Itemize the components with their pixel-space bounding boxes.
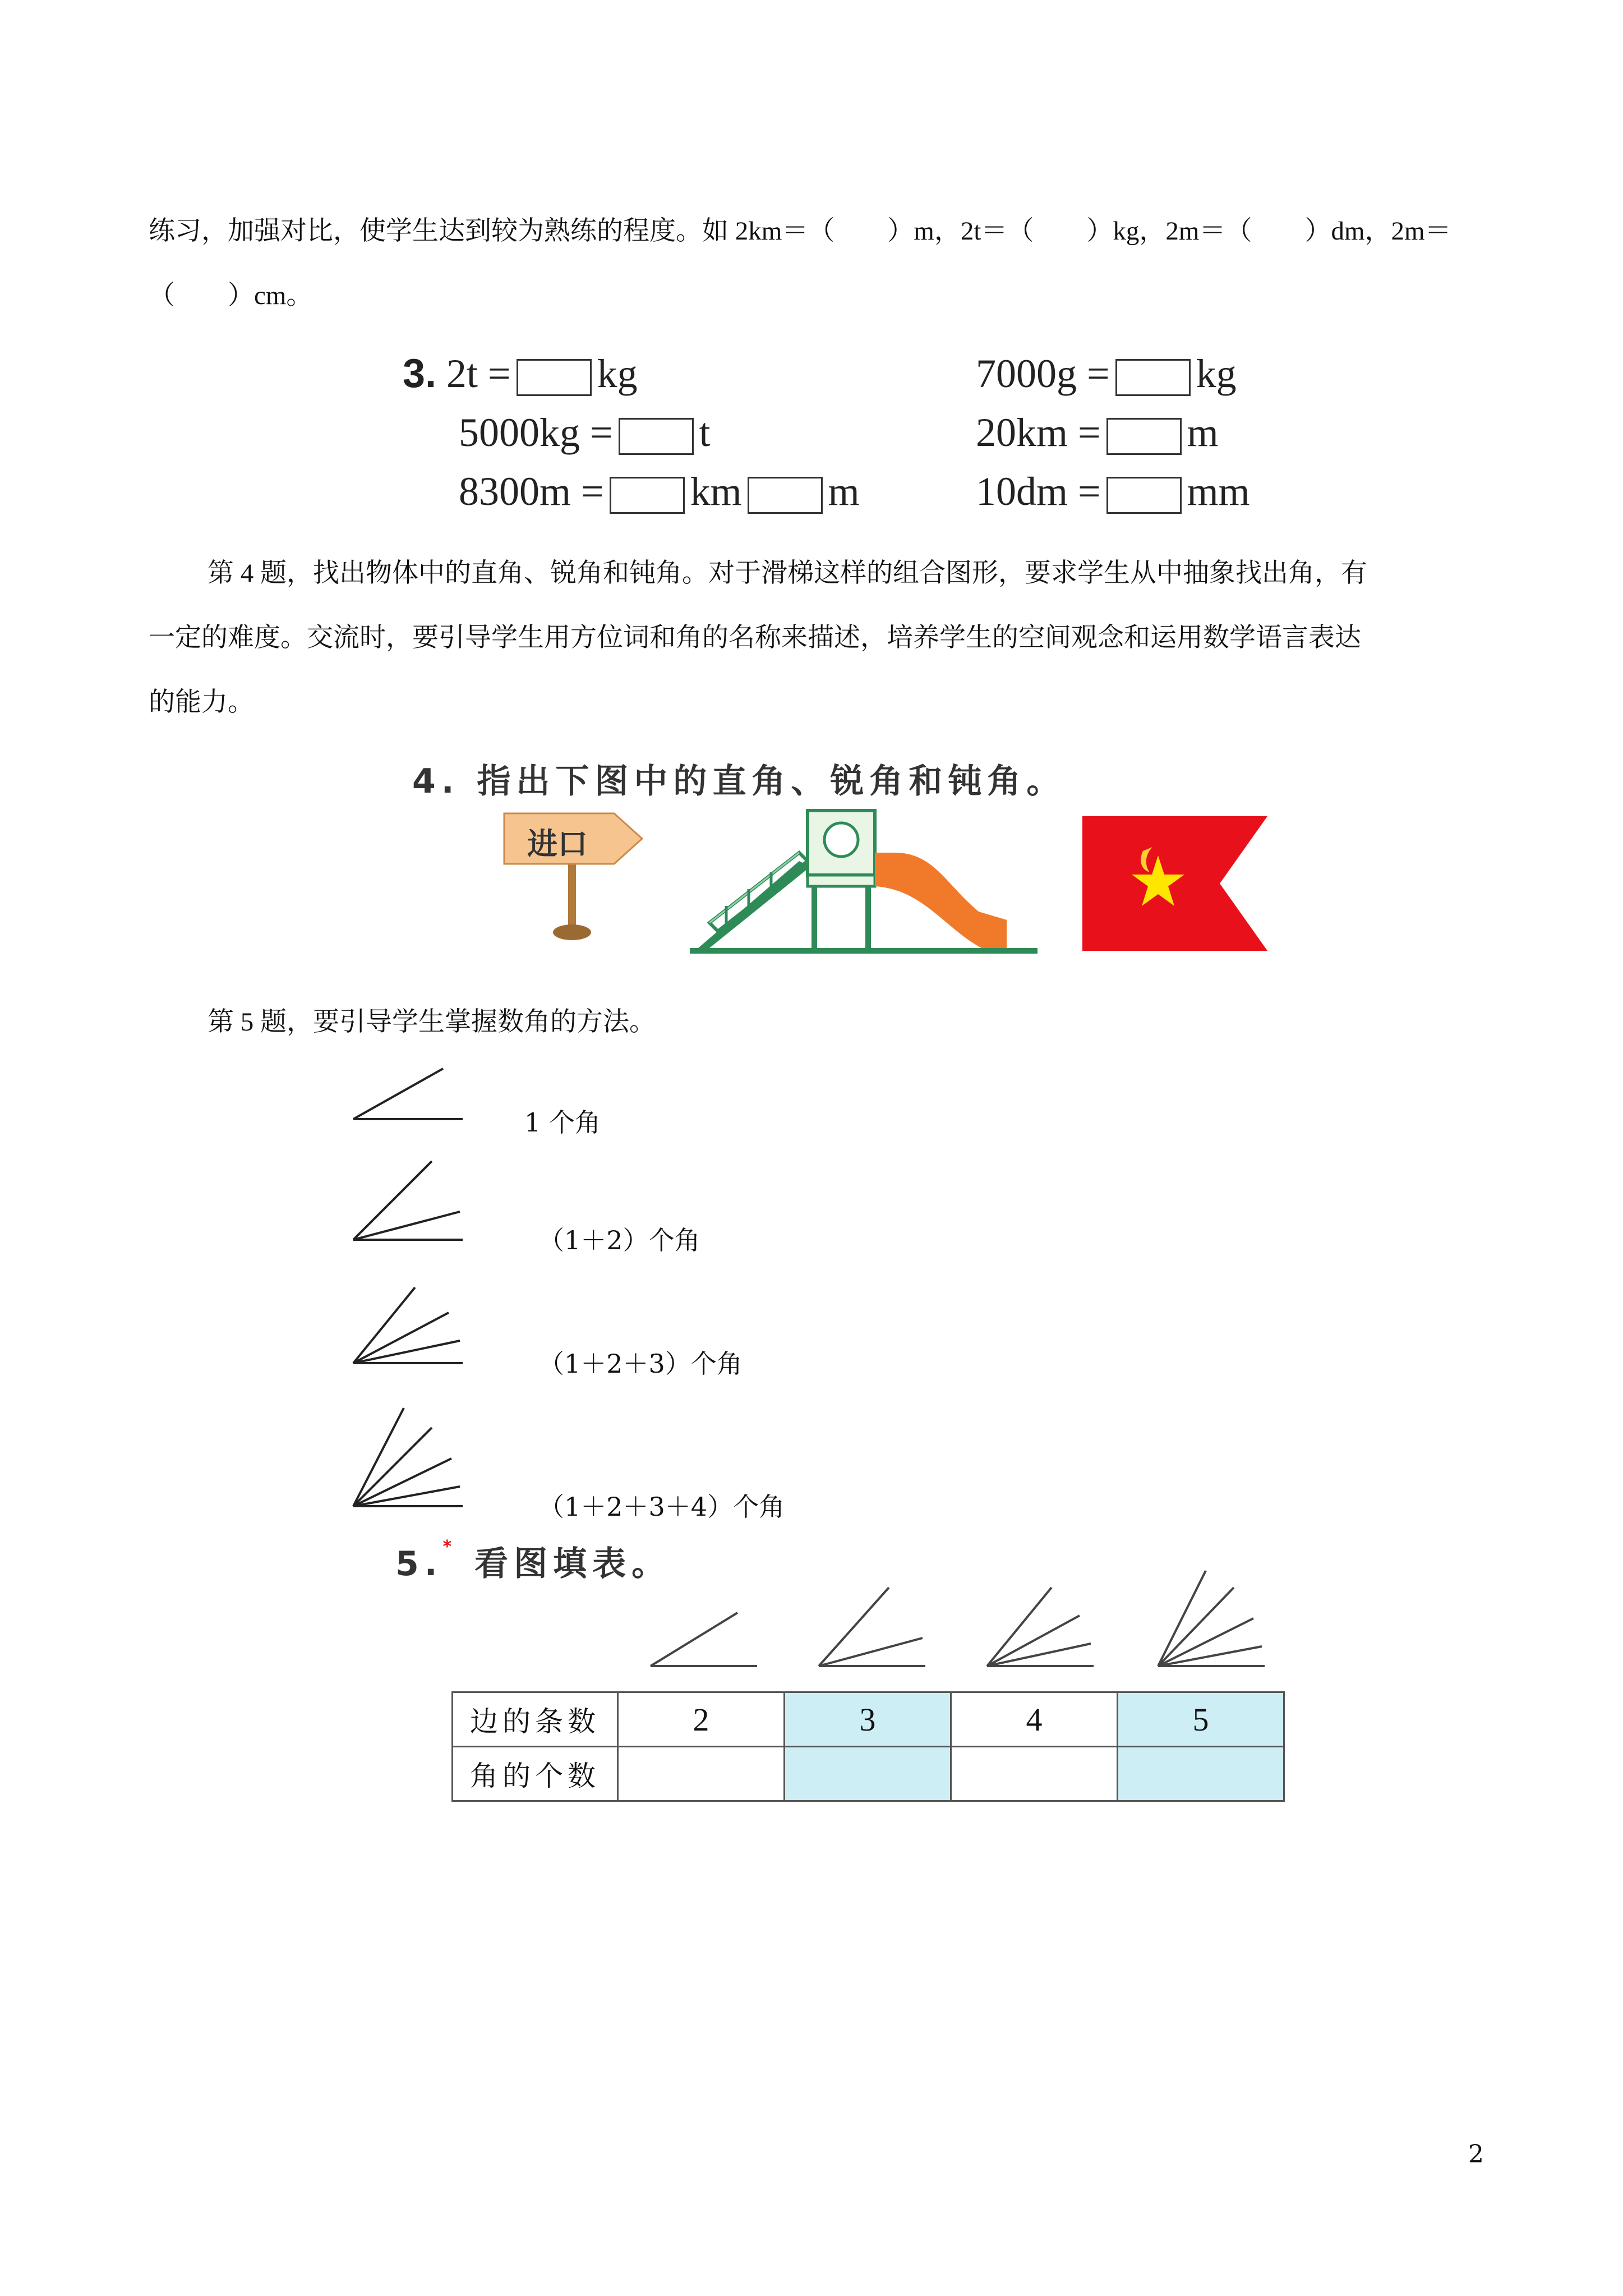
- ex5-instruction: 看图填表。: [474, 1544, 671, 1584]
- ex4-heading: [412, 754, 1066, 803]
- angle-rays-graphic: [648, 1604, 760, 1672]
- angle-count-answer-cell[interactable]: [618, 1747, 785, 1801]
- row-header-angles: 角的个数: [453, 1747, 618, 1801]
- ex3-row-2-left: 5000kg = t: [459, 410, 711, 455]
- edge-count-cell: 3: [785, 1692, 951, 1747]
- ex5-table: [451, 1691, 1285, 1802]
- angle-rays-graphic: [1155, 1565, 1267, 1672]
- answer-box[interactable]: [748, 477, 823, 514]
- row-header-edges: 边的条数: [453, 1692, 618, 1747]
- angle-count-answer-cell[interactable]: [1118, 1747, 1284, 1801]
- answer-box[interactable]: [1115, 359, 1191, 396]
- ex4-number: 4.: [412, 762, 460, 801]
- sign-text: 进口: [527, 826, 588, 862]
- ex3-row-1-right: 7000g = kg: [976, 351, 1237, 396]
- answer-box[interactable]: [517, 359, 592, 396]
- table-row: [453, 1692, 1284, 1747]
- para5-text: 第 5 题，要引导学生掌握数角的方法。: [208, 1007, 656, 1037]
- ex5-angle-3-rays: [816, 1582, 928, 1672]
- answer-box[interactable]: [610, 477, 685, 514]
- angle-count-2: （1＋2）个角: [538, 1225, 700, 1255]
- angle-diagram-2-rays: [348, 1060, 471, 1133]
- ex3-row-3-left: 8300m = km m: [459, 469, 860, 514]
- page-number: 2: [1468, 2140, 1484, 2169]
- ex3-row-2-right: 20km = m: [976, 410, 1219, 455]
- ex5-angle-5-rays: [1155, 1565, 1267, 1672]
- slide-illustration: [687, 799, 1040, 962]
- intro-line-2: （ ）cm。: [149, 281, 313, 310]
- ex5-star-mark: *: [442, 1537, 458, 1557]
- angle-rays-graphic: [816, 1582, 928, 1672]
- intro-line-1: 练习，加强对比，使学生达到较为熟练的程度。如 2km＝（ ）m，2t＝（ ）kg，2m＝（ ）dm，2m＝: [149, 217, 1451, 246]
- angle-diagram-4-rays: [348, 1279, 471, 1369]
- angle-count-answer-cell[interactable]: [785, 1747, 951, 1801]
- edge-count-cell: 2: [618, 1692, 785, 1747]
- angle-rays-graphic: [348, 1156, 471, 1245]
- angle-rays-graphic: [348, 1060, 471, 1133]
- para4-line-2: 一定的难度。交流时，要引导学生用方位词和角的名称来描述，培养学生的空间观念和运用数学语言表达: [149, 623, 1361, 652]
- edge-count-cell: 5: [1118, 1692, 1284, 1747]
- flag-graphic: [1082, 816, 1267, 951]
- ex5-angle-4-rays: [984, 1582, 1096, 1672]
- para4-line-3: 的能力。: [149, 688, 254, 717]
- para4-line-1: 第 4 题，找出物体中的直角、锐角和钝角。对于滑梯这样的组合图形，要求学生从中抽象找出角，有: [208, 559, 1367, 588]
- answer-box[interactable]: [1106, 477, 1182, 514]
- entrance-sign: [502, 808, 648, 948]
- ex5-angle-2-rays: [648, 1604, 760, 1672]
- ex3-number: 3.: [403, 351, 437, 396]
- angle-rays-graphic: [348, 1402, 471, 1515]
- answer-box[interactable]: [1106, 418, 1182, 455]
- ex5-number: 5.: [395, 1544, 443, 1584]
- edge-count-cell: 4: [951, 1692, 1118, 1747]
- angle-count-4: （1＋2＋3＋4）个角: [538, 1492, 785, 1522]
- ex4-instruction: 指出下图中的直角、锐角和钝角。: [477, 762, 1066, 801]
- answer-box[interactable]: [619, 418, 694, 455]
- slide-graphic: [687, 799, 1040, 962]
- ex3-row-3-right: 10dm = mm: [976, 469, 1250, 514]
- ex5-heading: [395, 1537, 671, 1585]
- angle-count-1: 1 个角: [524, 1107, 601, 1138]
- angle-count-answer-cell[interactable]: [951, 1747, 1118, 1801]
- table-row: [453, 1747, 1284, 1801]
- angle-count-3: （1＋2＋3）个角: [538, 1349, 743, 1379]
- angle-diagram-3-rays: [348, 1156, 471, 1245]
- ex3-row-1-left: 3. 2t = kg: [403, 351, 638, 396]
- angle-diagram-5-rays: [348, 1402, 471, 1515]
- flag-illustration: [1082, 816, 1267, 951]
- angle-rays-graphic: [348, 1279, 471, 1369]
- angle-rays-graphic: [984, 1582, 1096, 1672]
